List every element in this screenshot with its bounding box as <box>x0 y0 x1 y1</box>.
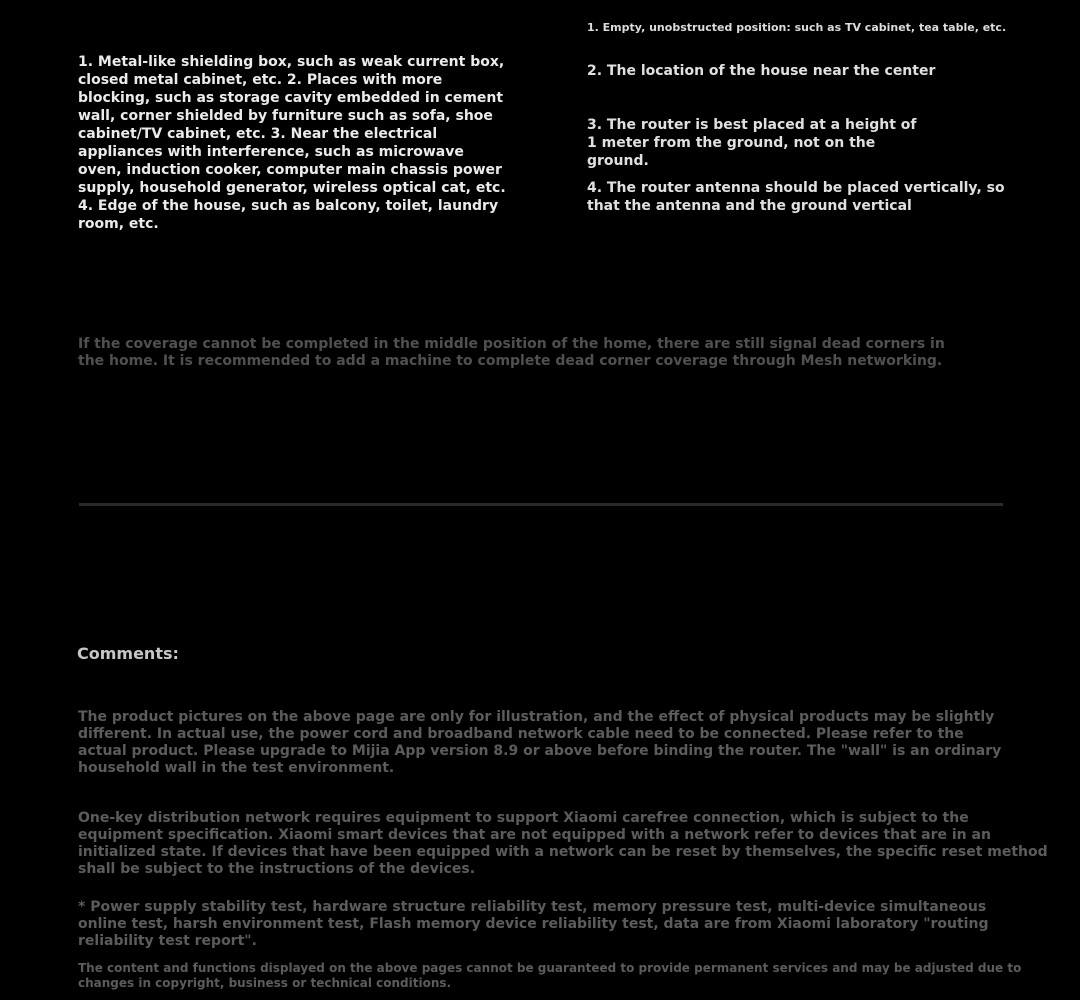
placement-recommended-item: 4. The router antenna should be placed vertically, so that the antenna and the ground vertical <box>587 180 1005 214</box>
placement-recommended-item: 2. The location of the house near the center <box>587 63 936 79</box>
comment-item: One-key distribution network requires equipment to support Xiaomi carefree connection, which is subject to the equipment specification. Xiaomi smart devices that are not equipped with a network refer to devices that are in an initialized state. If devices that have been equipped with a network can be reset by themselves, the specific reset method shall be subject to the instructions of the devices. <box>78 810 1048 877</box>
placement-avoid-text: 1. Metal-like shielding box, such as weak current box, closed metal cabinet, etc. 2. Places with more blocking, such as storage cavity embedded in cement wall, corner shielded by furniture such as sofa, shoe cabinet/TV cabinet, etc. 3. Near the electrical appliances with interference, such as microwave oven, induction cooker, computer main chassis power supply, household generator, wireless optical cat, etc. 4. Edge of the house, such as balcony, toilet, laundry room, etc. <box>78 54 506 232</box>
comment-item: The content and functions displayed on the above pages cannot be guaranteed to provide permanent services and may be adjusted due to changes in copyright, business or technical conditions. <box>78 961 1022 990</box>
comments-heading: Comments: <box>77 644 179 663</box>
placement-recommended-item: 1. Empty, unobstructed position: such as TV cabinet, tea table, etc. <box>587 21 1007 34</box>
placement-recommended-item: 3. The router is best placed at a height of 1 meter from the ground, not on the ground. <box>587 117 917 169</box>
section-divider <box>79 503 1003 506</box>
comment-item: * Power supply stability test, hardware structure reliability test, memory pressure test, multi-device simultaneous online test, harsh environment test, Flash memory device reliability test, data are from Xiaomi laboratory "routing reliability test report". <box>78 899 989 949</box>
mesh-networking-note: If the coverage cannot be completed in the middle position of the home, there are still signal dead corners in the home. It is recommended to add a machine to complete dead corner coverage through Mesh networking. <box>78 336 945 369</box>
comment-item: The product pictures on the above page are only for illustration, and the effect of physical products may be slightly different. In actual use, the power cord and broadband network cable need to be connected. Please refer to the actual product. Please upgrade to Mijia App version 8.9 or above before binding the router. The "wall" is an ordinary household wall in the test environment. <box>78 709 1002 776</box>
